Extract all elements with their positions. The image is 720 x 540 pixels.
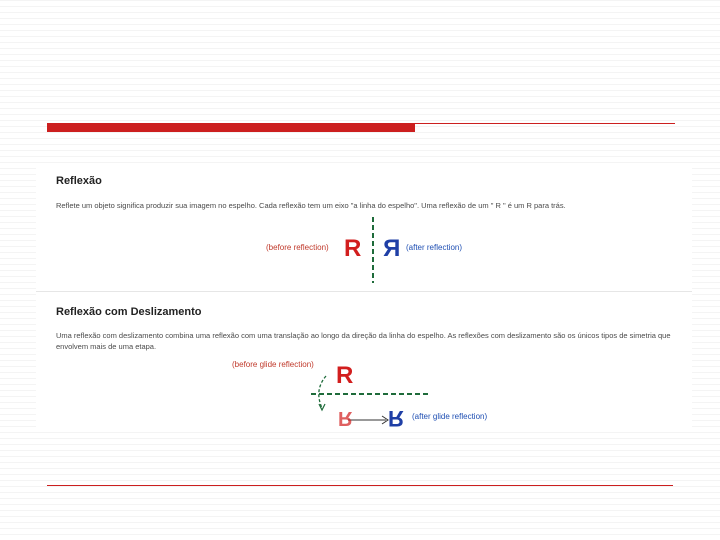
glide-reflection-description: Uma reflexão com deslizamento combina uma reflexão com uma translação ao longo da direção da linha do espelho. As reflexões com deslizamento são os únicos tipos de simetria que envolvem mais de uma etapa. xyxy=(56,331,671,351)
glide-original-r-letter: R xyxy=(336,362,354,389)
reflection-description: Reflete um objeto significa produzir sua imagem no espelho. Cada reflexão tem um eixo "a linha do espelho". Uma reflexão de um " R " é um R para trás. xyxy=(56,201,566,210)
title-accent-line xyxy=(415,123,675,124)
glide-diagram xyxy=(306,370,436,440)
footer-line xyxy=(47,485,673,486)
original-r-letter: R xyxy=(344,235,362,262)
glide-arrow-head xyxy=(319,404,325,410)
mirror-line xyxy=(368,217,378,283)
after-reflection-label: (after reflection) xyxy=(406,243,463,252)
reflection-heading: Reflexão xyxy=(56,175,102,187)
reflection-panel xyxy=(36,167,692,290)
reflected-r-letter: R xyxy=(383,235,401,262)
glide-reflected-r-letter: R xyxy=(388,406,404,431)
glide-reflection-panel xyxy=(36,291,692,431)
glide-reflection-heading: Reflexão com Deslizamento xyxy=(56,306,202,318)
after-glide-label: (after glide reflection) xyxy=(412,412,488,421)
before-glide-label: (before glide reflection) xyxy=(232,360,314,369)
title-accent-bar xyxy=(47,123,415,132)
intermediate-r-letter: R xyxy=(338,407,353,429)
glide-curved-arrow xyxy=(319,376,326,408)
before-reflection-label: (before reflection) xyxy=(266,243,329,252)
